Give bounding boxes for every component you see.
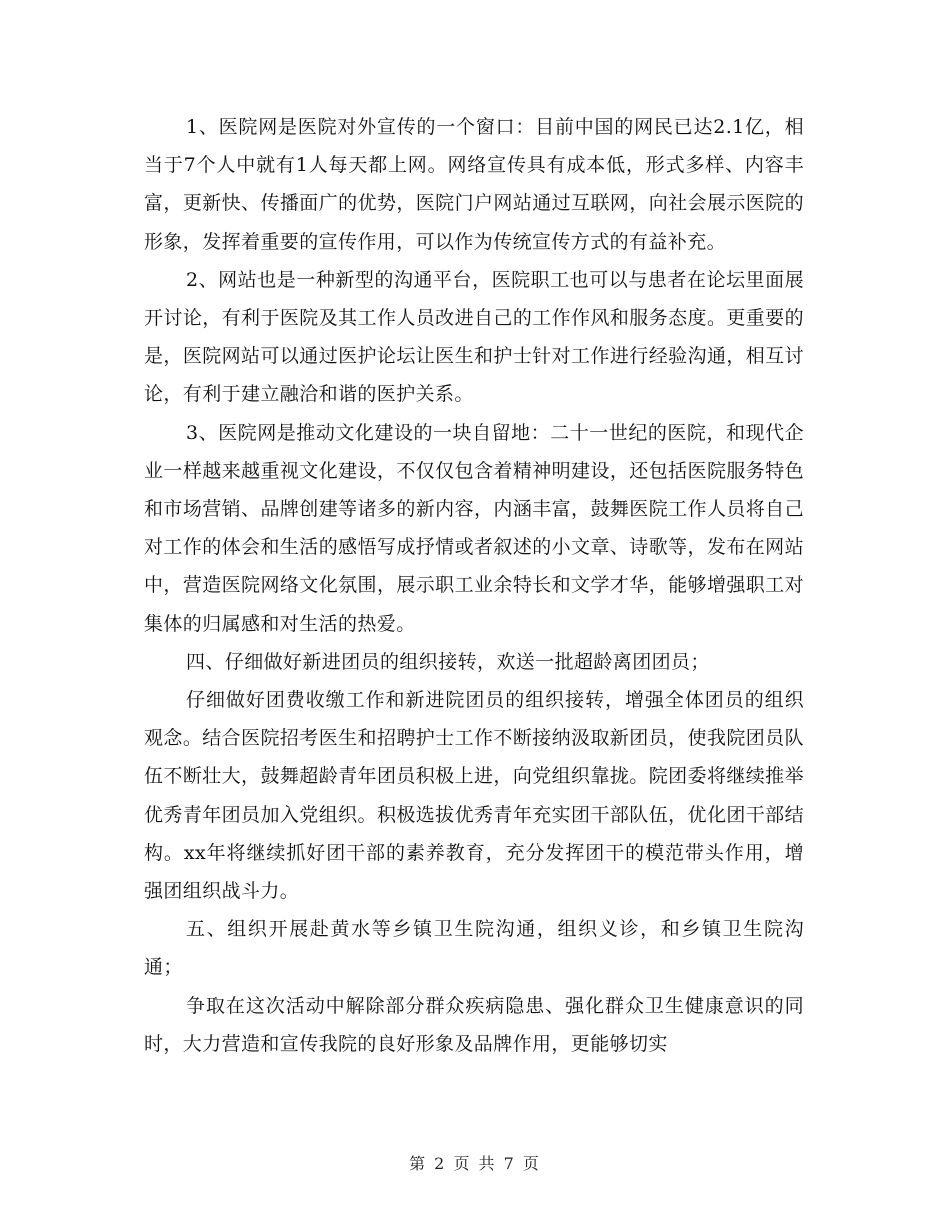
paragraph-communication-platform: 2、网站也是一种新型的沟通平台，医院职工也可以与患者在论坛里面展开讨论，有利于医院及其工作人员改进自己的工作作风和服务态度。更重要的是，医院网站可以通过医护论坛让医生和护士针对工作进行经验沟通，相互讨论，有利于建立融洽和谐的医护关系。: [144, 268, 804, 406]
paragraph-member-transfer: 仔细做好团费收缴工作和新进院团员的组织接转，增强全体团员的组织观念。结合医院招考医生和招聘护士工作不断接纳汲取新团员，使我院团员队伍不断壮大，鼓舞超龄青年团员积极上进，向党组织靠拢。院团委将继续推举优秀青年团员加入党组织。积极选拔优秀青年充实团干部队伍，优化团干部结构。xx年将继续抓好团干部的素养教育，充分发挥团干的模范带头作用，增强团组织战斗力。: [144, 689, 804, 903]
heading-township-exchange: 五、组织开展赴黄水等乡镇卫生院沟通，组织义诊，和乡镇卫生院沟通；: [144, 918, 804, 979]
page-number-footer: 第 2 页 共 7 页: [409, 1154, 541, 1173]
document-body: [144, 108, 804, 1063]
paragraph-culture-building: 3、医院网是推动文化建设的一块自留地：二十一世纪的医院，和现代企业一样越来越重视文化建设，不仅仅包含着精神明建设，还包括医院服务特色和市场营销、品牌创建等诸多的新内容，内涵丰富，鼓舞医院工作人员将自己对工作的体会和生活的感悟写成抒情或者叙述的小文章、诗歌等，发布在网站中，营造医院网络文化氛围，展示职工业余特长和文学才华，能够增强职工对集体的归属感和对生活的热爱。: [144, 421, 804, 635]
paragraph-website-publicity-window: 1、医院网是医院对外宣传的一个窗口：目前中国的网民已达2.1亿，相当于7个人中就有1人每天都上网。网络宣传具有成本低，形式多样、内容丰富，更新快、传播面广的优势，医院门户网站通过互联网，向社会展示医院的形象，发挥着重要的宣传作用，可以作为传统宣传方式的有益补充。: [144, 116, 804, 253]
heading-member-transfer: 四、仔细做好新进团员的组织接转，欢送一批超龄离团团员；: [186, 650, 710, 673]
paragraph-township-exchange: 争取在这次活动中解除部分群众疾病隐患、强化群众卫生健康意识的同时，大力营造和宣传我院的良好形象及品牌作用，更能够切实: [144, 994, 804, 1055]
